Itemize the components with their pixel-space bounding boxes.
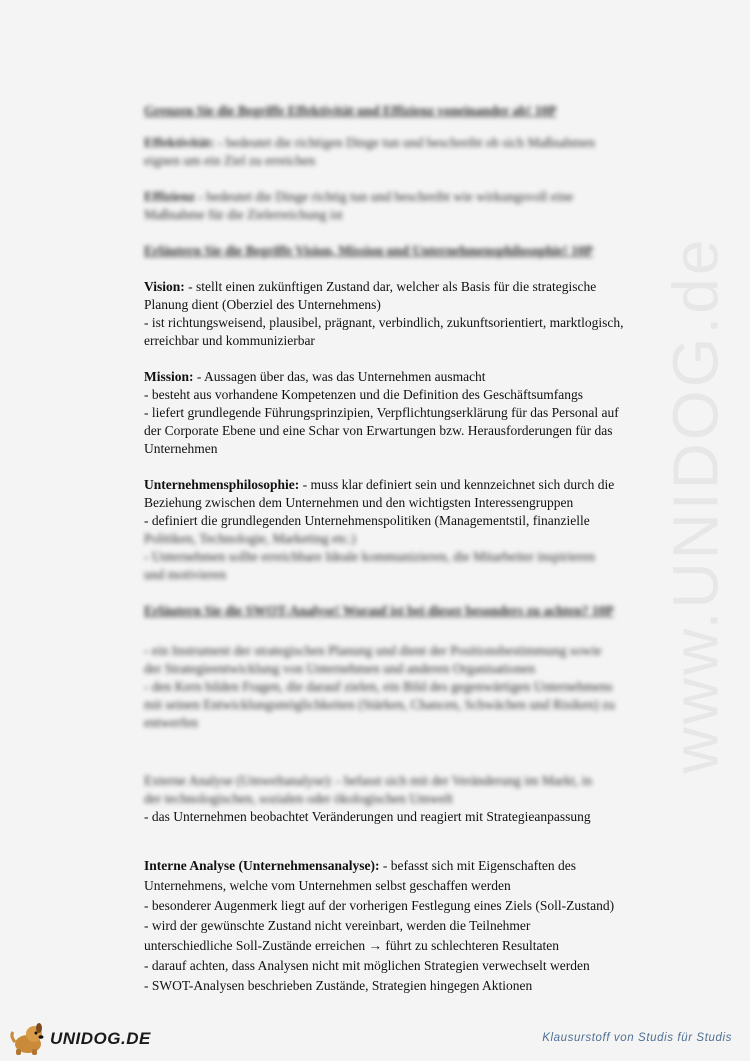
blurred-block-2 (144, 602, 679, 808)
term-philosophie: Unternehmensphilosophie: (144, 477, 300, 492)
logo-text: UNIDOG.DE (50, 1029, 151, 1048)
paragraph-mission: Mission: - Aussagen über das, was das Unternehmen ausmacht - besteht aus vorhandene Kompetenzen und die Definition des Geschäftsumfangs - liefert grundlegende Führungsprinzipien, Verpflichtungserklärung für das Personal auf der Corporate Ebene und eine Schar von Erwartungen bzw. Herausforderungen für das Unternehmen (144, 369, 619, 456)
term-effektivitaet: Effektivität: (144, 135, 215, 150)
term-intern: Interne Analyse (Unternehmensanalyse): (144, 858, 380, 873)
term-vision: Vision: (144, 279, 185, 294)
externe-analyse-line-1: Externe Analyse (Umweltanalyse): - befasst sich mit der Veränderung im Markt, in (144, 773, 593, 788)
paragraph-effektivitaet: Effektivität: - bedeutet die richtigen Dinge tun und beschreibt ob sich Maßnahmen eignen um ein Ziel zu erreichen (144, 135, 596, 168)
blurred-block-1 (144, 102, 679, 260)
term-mission: Mission: (144, 369, 194, 384)
footer-slogan: Klausurstoff von Studis für Studis (542, 1032, 732, 1044)
question-2: Erläutern Sie die Begriffe Vision, Mission und Unternehmensphilosophie! 10P (144, 243, 593, 258)
watermark-text: www.UNIDOG.de (659, 236, 731, 774)
unidog-logo[interactable] (8, 1022, 151, 1056)
paragraph-swot: - ein Instrument der strategischen Planung und dient der Positionsbestimmung sowie der Strategieentwicklung von Unternehmen und anderen Organisationen - den Kern bilden Fragen, die darauf zielen, ein Bild des gegenwärtigen Unternehmens mit seinen Entwicklungsmöglichkeiten (Stärken, Chancen, Schwächen und Risiken) zu entwerfen (144, 643, 615, 730)
question-3: Erläutern Sie die SWOT-Analyse! Worauf ist bei dieser besonders zu achten? 10P (144, 603, 614, 618)
term-effizienz: Effizienz (144, 189, 195, 204)
paragraph-vision: Vision: - stellt einen zukünftigen Zustand dar, welcher als Basis für die strategische Planung dient (Oberziel des Unternehmens) - ist richtungsweisend, plausibel, prägnant, verbindlich, zukunftsorientiert, marktlogisch, erreichbar und kommunizierbar (144, 279, 624, 348)
externe-analyse-line-2: der technologischen, sozialen oder ökologischen Umwelt (144, 791, 453, 806)
paragraph-extern: - das Unternehmen beobachtet Veränderungen und reagiert mit Strategieanpassung (144, 809, 591, 824)
blurred-philosophie: Politiken, Technologie, Marketing etc.) - Unternehmen sollte erreichbare Ideale kommunizieren, die Mitarbeiter inspirieren und motivieren (144, 531, 595, 582)
dog-icon (8, 1022, 48, 1056)
paragraph-intern: Interne Analyse (Unternehmensanalyse): - befasst sich mit Eigenschaften des Unternehmens, welche vom Unternehmen selbst geschaffen werden - besonderer Augenmerk liegt auf der vorherigen Festlegung eines Ziels (Soll-Zustand) - wird der gewünschte Zustand nicht vereinbart, werden die Teilnehmer unterschiedliche Soll-Zustände erreichen → führt zu schlechteren Resultaten - darauf achten, dass Analysen nicht mit möglichen Strategien verwechselt werden - SWOT-Analysen beschrieben Zustände, Strategien hingegen Aktionen (144, 858, 615, 993)
document-body (144, 102, 679, 1014)
paragraph-philosophie: Unternehmensphilosophie: - muss klar definiert sein und kennzeichnet sich durch die Beziehung zwischen dem Unternehmen und den wichtigsten Interessengruppen - definiert die grundlegenden Unternehmenspolitiken (Managementstil, finanzielle Politiken, Technologie, Marketing etc.) - Unternehmen sollte erreichbare Ideale kommunizieren, die Mitarbeiter inspirieren und motivieren (144, 476, 679, 584)
paragraph-effizienz: Effizienz - bedeutet die Dinge richtig tun und beschreibt wie wirkungsvoll eine Maßnahme für die Zielerreichung ist (144, 189, 574, 222)
question-1: Grenzen Sie die Begriffe Effektivität und Effizienz voneinander ab! 10P (144, 103, 557, 118)
